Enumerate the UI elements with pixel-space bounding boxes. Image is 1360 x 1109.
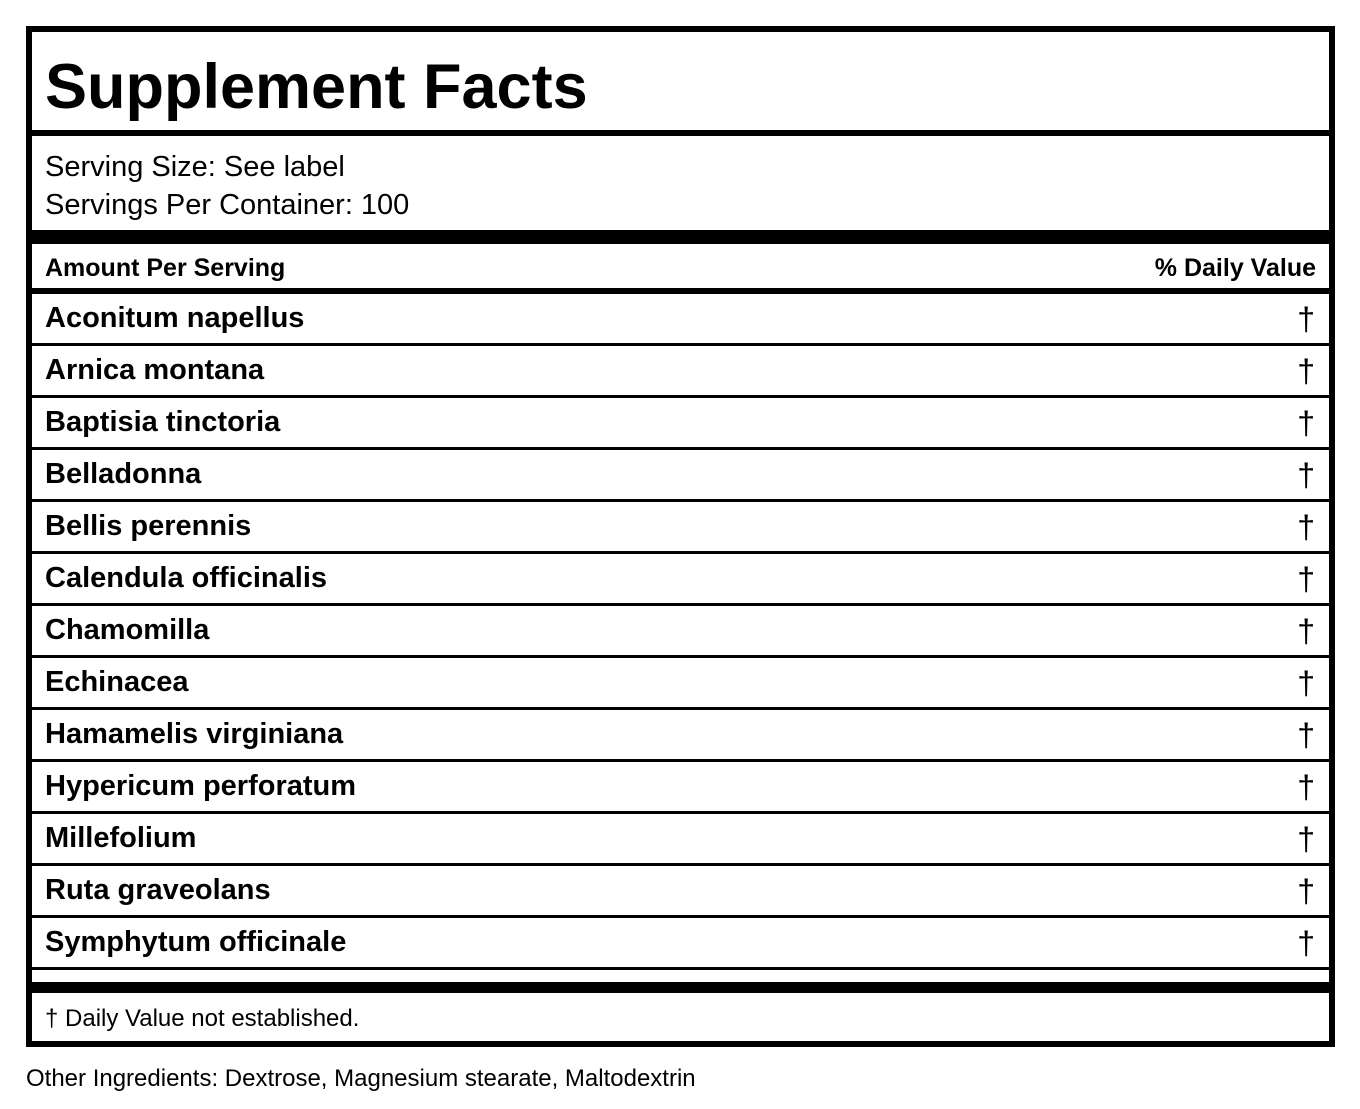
serving-size: Serving Size: See label — [45, 151, 345, 183]
amount-per-serving-header — [32, 245, 1329, 291]
thick-divider-top — [32, 230, 1329, 244]
title-band — [32, 32, 1329, 130]
ingredient-name: Echinacea — [45, 666, 189, 698]
ingredient-row — [32, 710, 1329, 762]
dagger-mark: † — [1297, 301, 1315, 337]
ingredient-name: Millefolium — [45, 822, 197, 854]
ingredient-name: Belladonna — [45, 458, 202, 490]
ingredient-name: Aconitum napellus — [45, 302, 305, 334]
dagger-mark: † — [1297, 353, 1315, 389]
ingredient-row — [32, 918, 1329, 970]
dagger-mark: † — [1297, 717, 1315, 753]
daily-value-footnote: † Daily Value not established. — [45, 1005, 360, 1032]
title-divider — [32, 130, 1329, 136]
thick-divider-bottom — [32, 982, 1329, 993]
dagger-mark: † — [1297, 769, 1315, 805]
ingredient-name: Hypericum perforatum — [45, 770, 357, 802]
servings-per-container: Servings Per Container: 100 — [45, 189, 410, 221]
ingredient-row — [32, 606, 1329, 658]
dagger-mark: † — [1297, 613, 1315, 649]
dagger-mark: † — [1297, 457, 1315, 493]
dagger-mark: † — [1297, 821, 1315, 857]
panel-title: Supplement Facts — [45, 52, 588, 122]
dagger-mark: † — [1297, 509, 1315, 545]
ingredient-name: Arnica montana — [45, 354, 265, 386]
ingredient-name: Chamomilla — [45, 614, 210, 646]
ingredient-name: Hamamelis virginiana — [45, 718, 344, 750]
amount-per-serving-label: Amount Per Serving — [45, 254, 286, 282]
supplement-facts-panel — [26, 26, 1335, 1047]
ingredient-row — [32, 502, 1329, 554]
dagger-mark: † — [1297, 873, 1315, 909]
ingredient-row — [32, 762, 1329, 814]
dagger-mark: † — [1297, 561, 1315, 597]
ingredient-row — [32, 814, 1329, 866]
ingredient-name: Bellis perennis — [45, 510, 252, 542]
ingredient-row — [32, 294, 1329, 346]
ingredient-name: Ruta graveolans — [45, 874, 271, 906]
ingredient-row — [32, 346, 1329, 398]
dagger-mark: † — [1297, 405, 1315, 441]
ingredient-row — [32, 450, 1329, 502]
ingredient-name: Symphytum officinale — [45, 926, 347, 958]
dagger-mark: † — [1297, 925, 1315, 961]
ingredient-row — [32, 866, 1329, 918]
dagger-mark: † — [1297, 665, 1315, 701]
ingredient-list — [32, 294, 1329, 970]
ingredient-row — [32, 398, 1329, 450]
ingredient-row — [32, 658, 1329, 710]
ingredient-row — [32, 554, 1329, 606]
other-ingredients: Other Ingredients: Dextrose, Magnesium stearate, Maltodextrin — [26, 1065, 696, 1092]
daily-value-label: % Daily Value — [1154, 254, 1316, 282]
ingredient-name: Calendula officinalis — [45, 562, 327, 594]
ingredient-name: Baptisia tinctoria — [45, 406, 281, 438]
